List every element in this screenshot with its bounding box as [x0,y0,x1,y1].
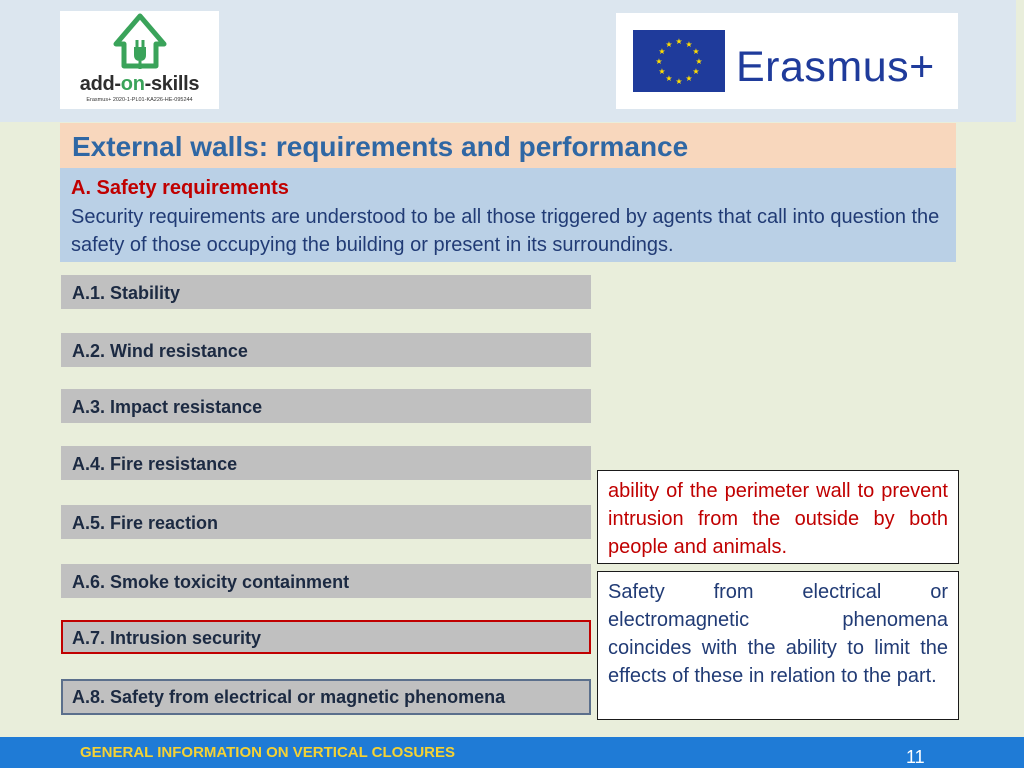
footer-bar [0,737,1024,768]
requirement-label: A.5. Fire reaction [72,513,219,533]
project-code: Erasmus+ 2020-1-PL01-KA226-HE-095244 [86,97,193,103]
requirement-label: A.6. Smoke toxicity containment [72,572,350,592]
requirement-smoke-toxicity[interactable] [61,564,591,598]
svg-text:★: ★ [692,47,700,56]
header-edge [1016,0,1024,122]
erasmus-logo [616,13,958,109]
requirement-fire-reaction[interactable] [61,505,591,539]
requirement-stability[interactable] [61,275,591,309]
house-plug-icon [60,11,219,73]
requirement-label: A.3. Impact resistance [72,397,263,417]
erasmus-wordmark: Erasmus+ [736,43,935,91]
section-intro [60,168,956,262]
eu-flag-icon [633,30,725,92]
svg-text:★: ★ [675,37,683,46]
requirement-wind-resistance[interactable] [61,333,591,367]
requirement-impact-resistance[interactable] [61,389,591,423]
requirement-label: A.1. Stability [72,283,181,303]
svg-text:★: ★ [692,67,700,76]
footer-text: GENERAL INFORMATION ON VERTICAL CLOSURES [80,744,456,761]
svg-text:★: ★ [685,74,693,83]
requirement-label: A.7. Intrusion security [72,628,262,648]
page-number: 11 [906,747,925,767]
title-bar [60,123,956,168]
requirement-electrical-magnetic[interactable] [61,679,591,715]
svg-text:★: ★ [658,67,666,76]
add-on-skills-logo [60,11,219,109]
page-title: External walls: requirements and performance [72,131,689,162]
svg-text:★: ★ [685,40,693,49]
svg-text:★: ★ [675,77,683,86]
svg-text:★: ★ [695,57,703,66]
requirement-fire-resistance[interactable] [61,446,591,480]
requirement-label: A.2. Wind resistance [72,341,248,361]
section-description: Security requirements are understood to be all those triggered by agents that call into question the safety of those occupying the building or present in its surroundings. [71,206,940,256]
intrusion-note: ability of the perimeter wall to prevent intrusion from the outside by both people and animals. [597,470,959,564]
requirement-label: A.8. Safety from electrical or magnetic phenomena [72,687,506,707]
svg-text:★: ★ [658,47,666,56]
section-title: A. Safety requirements [71,177,289,199]
svg-text:★: ★ [665,74,673,83]
electrical-note: Safety from electrical or electromagnetic phenomena coincides with the ability to limit the effects of these in relation to the part. [597,571,959,720]
requirement-label: A.4. Fire resistance [72,454,238,474]
requirement-intrusion-security[interactable] [61,620,591,654]
svg-text:★: ★ [665,40,673,49]
brand-name: add-on-skills [79,73,200,95]
svg-text:★: ★ [655,57,663,66]
